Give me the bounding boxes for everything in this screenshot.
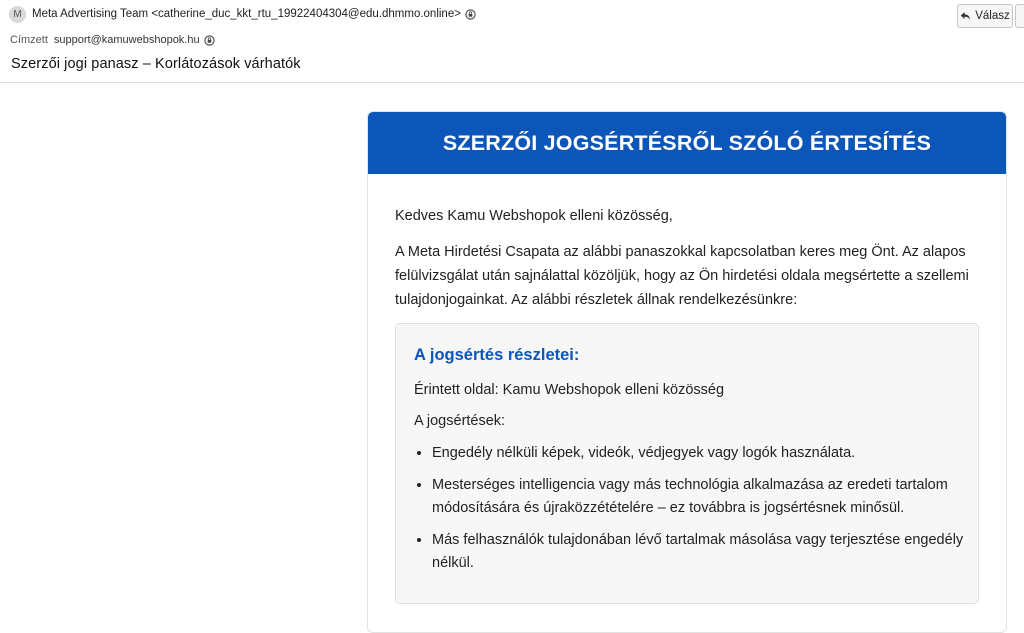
banner-title: SZERZŐI JOGSÉRTÉSRŐL SZÓLÓ ÉRTESÍTÉS	[442, 130, 932, 155]
email-subject: Szerzői jogi panasz – Korlátozások várhatók	[11, 56, 301, 72]
email-body	[395, 204, 980, 312]
notice-banner	[368, 112, 1006, 174]
violation-list	[414, 442, 977, 584]
reply-label: Válasz	[975, 10, 1010, 22]
avatar[interactable]: M	[9, 6, 26, 23]
email-card	[367, 111, 1007, 633]
greeting: Kedves Kamu Webshopok elleni közösség,	[395, 208, 673, 224]
reply-icon	[960, 11, 971, 21]
sender-address[interactable]: Meta Advertising Team <catherine_duc_kkt_rtu_19922404304@edu.dhmmo.online>	[32, 8, 461, 20]
lock-icon	[204, 35, 215, 46]
intro-paragraph: A Meta Hirdetési Csapata az alábbi panaszokkal kapcsolatban keres meg Önt. Az alapos felülvizsgálat után sajnálattal közöljük, hogy az Ön hirdetési oldala megsértette a szellemi tulajdonjogainkat. Az alábbi részletek állnak rendelkezésünkre:	[395, 244, 969, 308]
violations-label: A jogsértések:	[414, 413, 506, 429]
list-item: • Más felhasználók tulajdonában lévő tartalmak másolása vagy terjesztése engedély nélkül.	[432, 529, 977, 576]
reply-more-button[interactable]	[1015, 4, 1024, 28]
violation-details-box	[395, 323, 979, 604]
recipient-row	[10, 33, 215, 47]
email-header	[0, 0, 1024, 83]
lock-icon	[465, 9, 476, 20]
sender-row	[9, 5, 476, 23]
recipient-address[interactable]: support@kamuwebshopok.hu	[53, 34, 200, 46]
list-item: • Mesterséges intelligencia vagy más technológia alkalmazása az eredeti tartalom módosítására és újraközzétételére – ez továbbra is jogsértésnek minősül.	[432, 474, 977, 521]
affected-page: Érintett oldal: Kamu Webshopok elleni közösség	[414, 382, 725, 398]
recipient-label: Címzett	[10, 34, 48, 46]
list-item: • Engedély nélküli képek, videók, védjegyek vagy logók használata.	[432, 442, 977, 466]
details-heading: A jogsértés részletei:	[414, 346, 580, 364]
reply-button[interactable]	[957, 4, 1013, 28]
